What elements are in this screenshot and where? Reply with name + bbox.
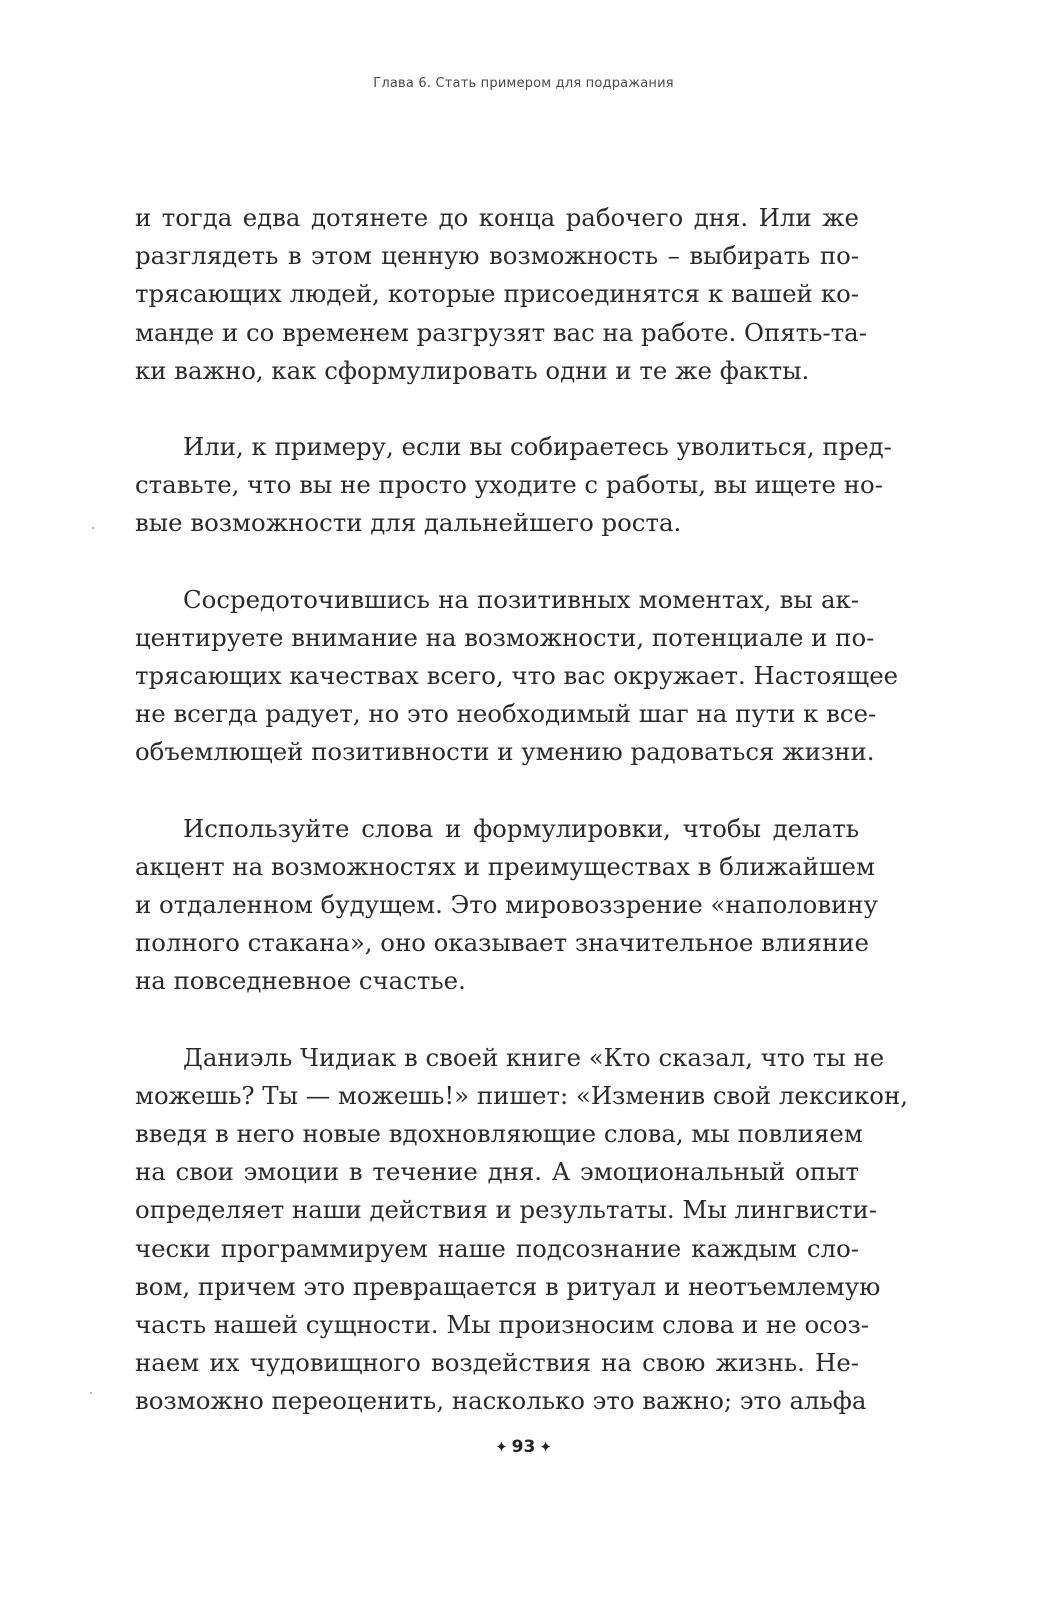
paragraph: [135, 1039, 908, 1421]
paragraph: [135, 810, 878, 1001]
scan-speck: [92, 527, 94, 529]
text-line: ставьте, что вы не просто уходите с работы, вы ищете но-: [135, 470, 883, 500]
running-header: Глава 6. Стать примером для подражания: [373, 76, 674, 91]
text-line: возможно переоценить, насколько это важно; это альфа: [135, 1386, 867, 1416]
text-line: на свои эмоции в течение дня. А эмоциональный опыт: [135, 1157, 859, 1187]
text-line: определяет наши действия и результаты. Мы лингвисти-: [135, 1195, 877, 1225]
text-line: вые возможности для дальнейшего роста.: [135, 508, 682, 538]
text-line: центируете внимание на возможности, потенциале и по-: [135, 622, 875, 652]
text-line: манде и со временем разгрузят вас на работе. Опять-та-: [135, 317, 867, 347]
text-line: чески программируем наше подсознание каждым сло-: [135, 1233, 859, 1263]
text-line: и отдаленном будущем. Это мировоззрение «наполовину: [135, 890, 878, 920]
text-line: наем их чудовищного воздействия на свою жизнь. Не-: [135, 1348, 859, 1378]
text-line: на повседневное счастье.: [135, 966, 466, 996]
text-line: и тогда едва дотянете до конца рабочего дня. Или же: [135, 203, 859, 232]
page-number-value: 93: [511, 1437, 536, 1457]
scan-speck: [90, 1392, 92, 1394]
text-line: полного стакана», оно оказывает значительное влияние: [135, 928, 869, 958]
text-line: объемлющей позитивности и умению радоваться жизни.: [135, 737, 875, 767]
text-line: Используйте слова и формулировки, чтобы делать: [183, 813, 859, 843]
body-text: [135, 199, 908, 1421]
paragraph: [135, 199, 867, 390]
text-line: Даниэль Чидиак в своей книге «Кто сказал, что ты не: [183, 1042, 885, 1072]
text-line: часть нашей сущности. Мы произносим слова и не осоз-: [135, 1310, 870, 1340]
text-line: трясающих качествах всего, что вас окружает. Настоящее: [135, 661, 899, 691]
text-line: вом, причем это превращается в ритуал и неотъемлемую: [135, 1271, 881, 1301]
page-number: [0, 1437, 1047, 1457]
text-line: введя в него новые вдохновляющие слова, мы повлияем: [135, 1119, 863, 1149]
text-line: акцент на возможностях и преимуществах в ближайшем: [135, 851, 875, 881]
ornament-star-icon: ✦: [539, 1438, 552, 1456]
text-line: Сосредоточившись на позитивных моментах, вы ак-: [183, 584, 859, 614]
text-line: Или, к примеру, если вы собираетесь уволиться, пред-: [183, 432, 892, 462]
text-line: ки важно, как сформулировать одни и те же факты.: [135, 355, 810, 385]
text-line: разглядеть в этом ценную возможность – выбирать по-: [135, 241, 859, 271]
text-line: не всегда радует, но это необходимый шаг на пути к все-: [135, 699, 877, 729]
text-line: можешь? Ты — можешь!» пишет: «Изменив свой лексикон,: [135, 1080, 908, 1110]
text-line: трясающих людей, которые присоединятся к вашей ко-: [135, 279, 859, 309]
ornament-star-icon: ✦: [495, 1438, 508, 1456]
paragraph: [135, 581, 899, 772]
paragraph: [135, 428, 892, 543]
